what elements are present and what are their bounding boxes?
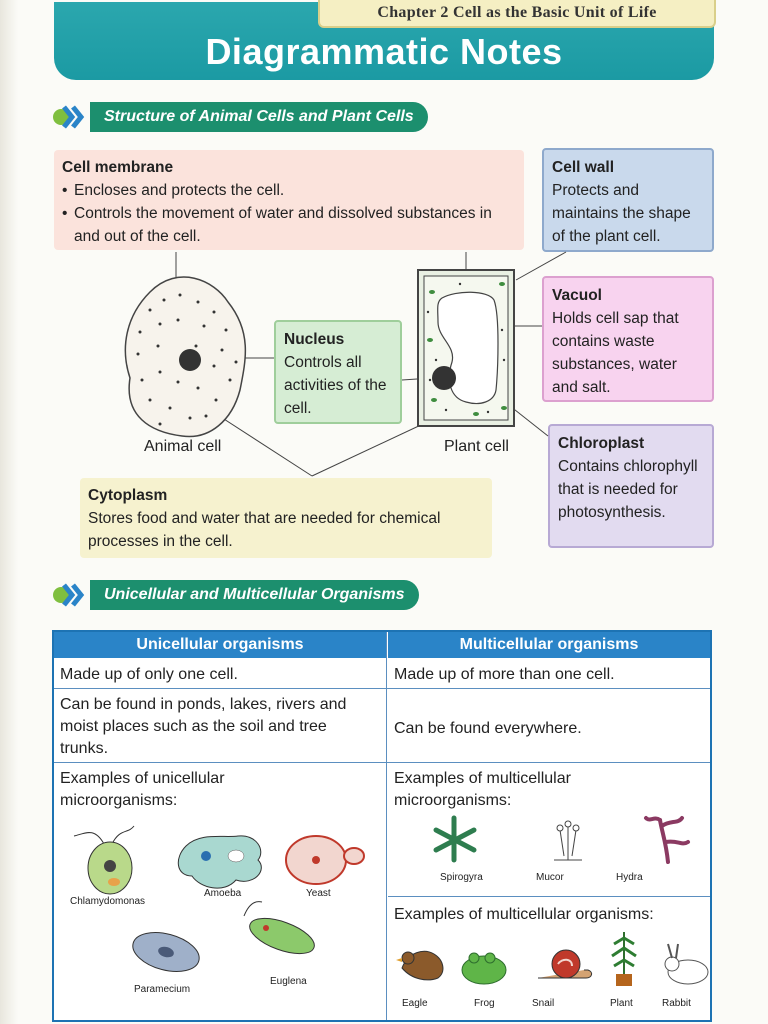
table-cell: Made up of only one cell. [60,666,238,683]
organism-label: Euglena [270,976,307,987]
organism-label: Frog [474,998,495,1009]
table-header-unicellular: Unicellular organisms [54,632,386,658]
multicellular-micro-title: Examples of multicellular microorganisms: [394,770,571,809]
section-title: Unicellular and Multicellular Organisms [90,580,419,610]
cytoplasm-text: Stores food and water that are needed for chemical processes in the cell. [88,510,441,550]
animal-cell [125,277,245,436]
organism-label: Snail [532,998,555,1009]
organism-label: Amoeba [204,888,242,899]
cell-membrane-point: • Encloses and protects the cell. [62,179,516,202]
organism-label: Rabbit [662,998,691,1009]
organism-label: Chlamydomonas [70,896,146,907]
cell-membrane-point: • Controls the movement of water and dissolved substances in and out of the cell. [62,202,516,248]
table-cell: Can be found in ponds, lakes, rivers and moist places such as the soil and tree trunks. [60,696,347,757]
section-title: Structure of Animal Cells and Plant Cells [90,102,428,132]
mucor-illustration [554,821,582,860]
organism-label: Plant [610,998,633,1009]
unicellular-examples-title: Examples of unicellular microorganisms: [60,770,225,809]
spirogyra-illustration [436,818,474,860]
page-spine [0,0,18,1024]
unicellular-illustrations [54,816,386,1016]
table-cell: Can be found everywhere. [394,720,582,737]
nucleus-title: Nucleus [284,331,345,348]
snail-illustration [538,950,592,978]
animal-cell-label: Animal cell [144,438,222,455]
table-divider [386,632,387,1020]
double-chevron-icon [52,580,86,610]
paramecium-illustration [128,926,203,978]
amoeba-illustration [178,836,261,888]
vacuol-text: Holds cell sap that contains waste substances, water and salt. [552,310,679,396]
table-header-multicellular: Multicellular organisms [388,632,710,658]
vacuol-title: Vacuol [552,287,602,304]
cell-membrane-title: Cell membrane [62,159,174,176]
section-banner-structure [52,102,428,132]
cell-wall-box [542,148,714,252]
plant-cell [418,270,514,426]
nucleus-text: Controls all activities of the cell. [284,354,387,417]
plant-illustration [612,932,636,986]
table-cell: Made up of more than one cell. [394,666,615,683]
table-divider [54,688,710,689]
table-divider [54,762,710,763]
plant-cell-label: Plant cell [444,438,509,455]
multicellular-organisms-title: Examples of multicellular organisms: [394,906,654,923]
page-title: Diagrammatic Notes [205,31,563,72]
multicellular-organism-illustrations [388,928,710,990]
chlamydomonas-illustration [74,826,134,894]
frog-illustration [462,953,506,984]
organism-label: Eagle [402,998,428,1009]
section-banner-organisms [52,580,419,610]
euglena-illustration [244,902,319,961]
cytoplasm-box [80,478,492,558]
organism-label: Spirogyra [440,872,483,883]
chloroplast-title: Chloroplast [558,435,645,452]
cell-membrane-box [54,150,524,250]
multicellular-micro-illustrations [388,812,710,876]
eagle-illustration [396,951,443,980]
hydra-illustration [646,818,688,862]
double-chevron-icon [52,102,86,132]
cytoplasm-title: Cytoplasm [88,487,168,504]
organisms-table [52,630,712,1022]
organism-label: Yeast [306,888,331,899]
nucleus-box [274,320,402,424]
organism-label: Hydra [616,872,643,883]
rabbit-illustration [665,944,708,984]
table-divider [388,896,710,897]
yeast-illustration [286,836,364,884]
chapter-tab: Chapter 2 Cell as the Basic Unit of Life [318,0,716,28]
organism-label: Mucor [536,872,564,883]
chloroplast-text: Contains chlorophyll that is needed for photosynthesis. [558,458,698,521]
cell-wall-text: Protects and maintains the shape of the plant cell. [552,182,691,245]
organism-label: Paramecium [134,984,191,995]
cell-wall-title: Cell wall [552,159,615,176]
